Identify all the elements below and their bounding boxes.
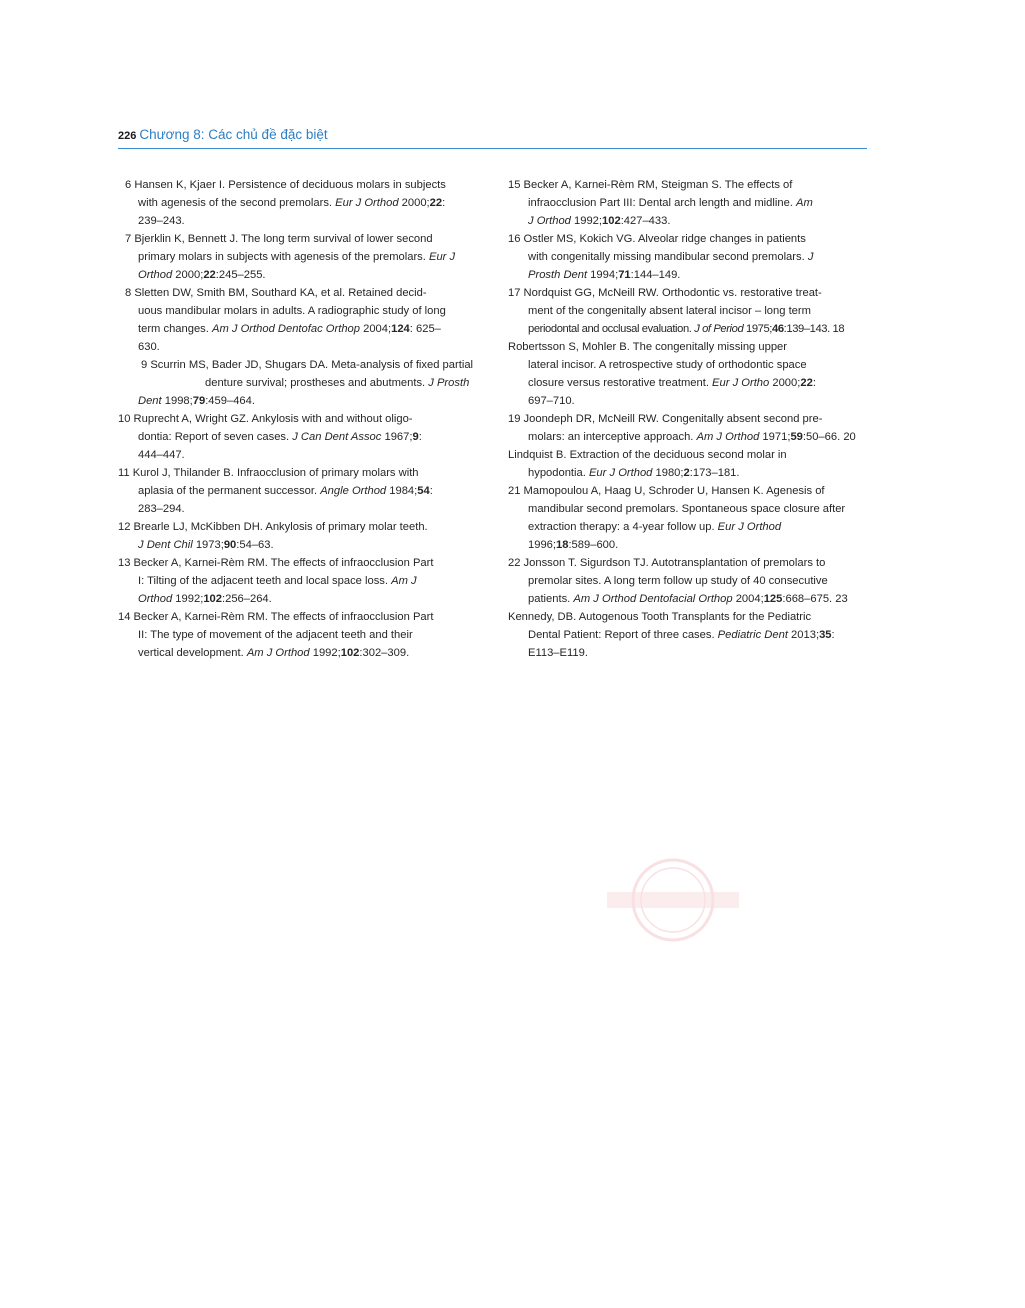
references-left-column [118,176,480,662]
reference-9: 9 Scurrin MS, Bader JD, Shugars DA. Meta-analysis of fixed partial denture survival; prostheses and abutments. J Prosth Dent 1998;79:459–464. [138,359,474,407]
reference-22: 22 Jonsson T. Sigurdson TJ. Autotransplantation of premolars to premolar sites. A long term follow up study of 40 consecutive patients. Am J Orthod Dentofacial Orthop 2004;125:668–675. 23 [508,557,848,605]
reference-16: 16 Ostler MS, Kokich VG. Alveolar ridge changes in patients with congenitally missing mandibular second premolars. J Prosth Dent 1994;71:144–149. [508,233,814,281]
reference-11: 11 Kurol J, Thilander B. Infraocclusion of primary molars with aplasia of the permanent successor. Angle Orthod 1984;54: 283–294. [118,467,433,515]
page-number: 226 [118,130,137,142]
reference-13: 13 Becker A, Karnei-Rèm RM. The effects of infraocclusion Part I: Tilting of the adjacent teeth and local space loss. Am J Orthod 1992;102:256–264. [118,557,434,605]
reference-6: 6 Hansen K, Kjaer I. Persistence of deciduous molars in subjects with agenesis of the second premolars. Eur J Orthod 2000;22: 239–243. [125,179,446,227]
watermark-stamp [607,852,739,948]
reference-14: 14 Becker A, Karnei-Rèm RM. The effects of infraocclusion Part II: The type of movement of the adjacent teeth and their vertical development. Am J Orthod 1992;102:302–309. [118,611,434,659]
reference-8: 8 Sletten DW, Smith BM, Southard KA, et al. Retained decid- uous mandibular molars in adults. A radiographic study of long term changes. Am J Orthod Dentofac Orthop 2004;124: 625– 630. [125,287,446,353]
reference-20: Lindquist B. Extraction of the deciduous second molar in hypodontia. Eur J Orthod 1980;2:173–181. [508,449,787,479]
chapter-title: Chương 8: Các chủ đề đặc biệt [139,127,328,142]
references-right-column [508,176,871,662]
reference-19: 19 Joondeph DR, McNeill RW. Congenitally absent second pre- molars: an interceptive approach. Am J Orthod 1971;59:50–66. 20 [508,413,856,443]
reference-15: 15 Becker A, Karnei-Rèm RM, Steigman S. The effects of infraocclusion Part III: Dental arch length and midline. Am J Orthod 1992;102:427–433. [508,179,813,227]
reference-21: 21 Mamopoulou A, Haag U, Schroder U, Hansen K. Agenesis of mandibular second premolars. Spontaneous space closure after extraction therapy: a 4-year follow up. Eur J Orthod 1996;18:589–600. [508,485,846,551]
reference-17: 17 Nordquist GG, McNeill RW. Orthodontic vs. restorative treat- ment of the congenitally absent lateral incisor – long term periodontal and occlusal evaluation. J of Period 1975;46:139–143. 18 [508,287,845,335]
reference-18: Robertsson S, Mohler B. The congenitally missing upper lateral incisor. A retrospective study of orthodontic space closure versus restorative treatment. Eur J Ortho 2000;22: 697–710. [508,341,816,407]
reference-10: 10 Ruprecht A, Wright GZ. Ankylosis with and without oligo- dontia: Report of seven cases. J Can Dent Assoc 1967;9: 444–447. [118,413,422,461]
reference-12: 12 Brearle LJ, McKibben DH. Ankylosis of primary molar teeth. J Dent Chil 1973;90:54–63. [118,521,428,551]
reference-7: 7 Bjerklin K, Bennett J. The long term survival of lower second primary molars in subjects with agenesis of the premolars. Eur J Orthod 2000;22:245–255. [125,233,456,281]
reference-23: Kennedy, DB. Autogenous Tooth Transplants for the Pediatric Dental Patient: Report of three cases. Pediatric Dent 2013;35: E113–E119. [508,611,835,659]
page-header [118,126,867,149]
